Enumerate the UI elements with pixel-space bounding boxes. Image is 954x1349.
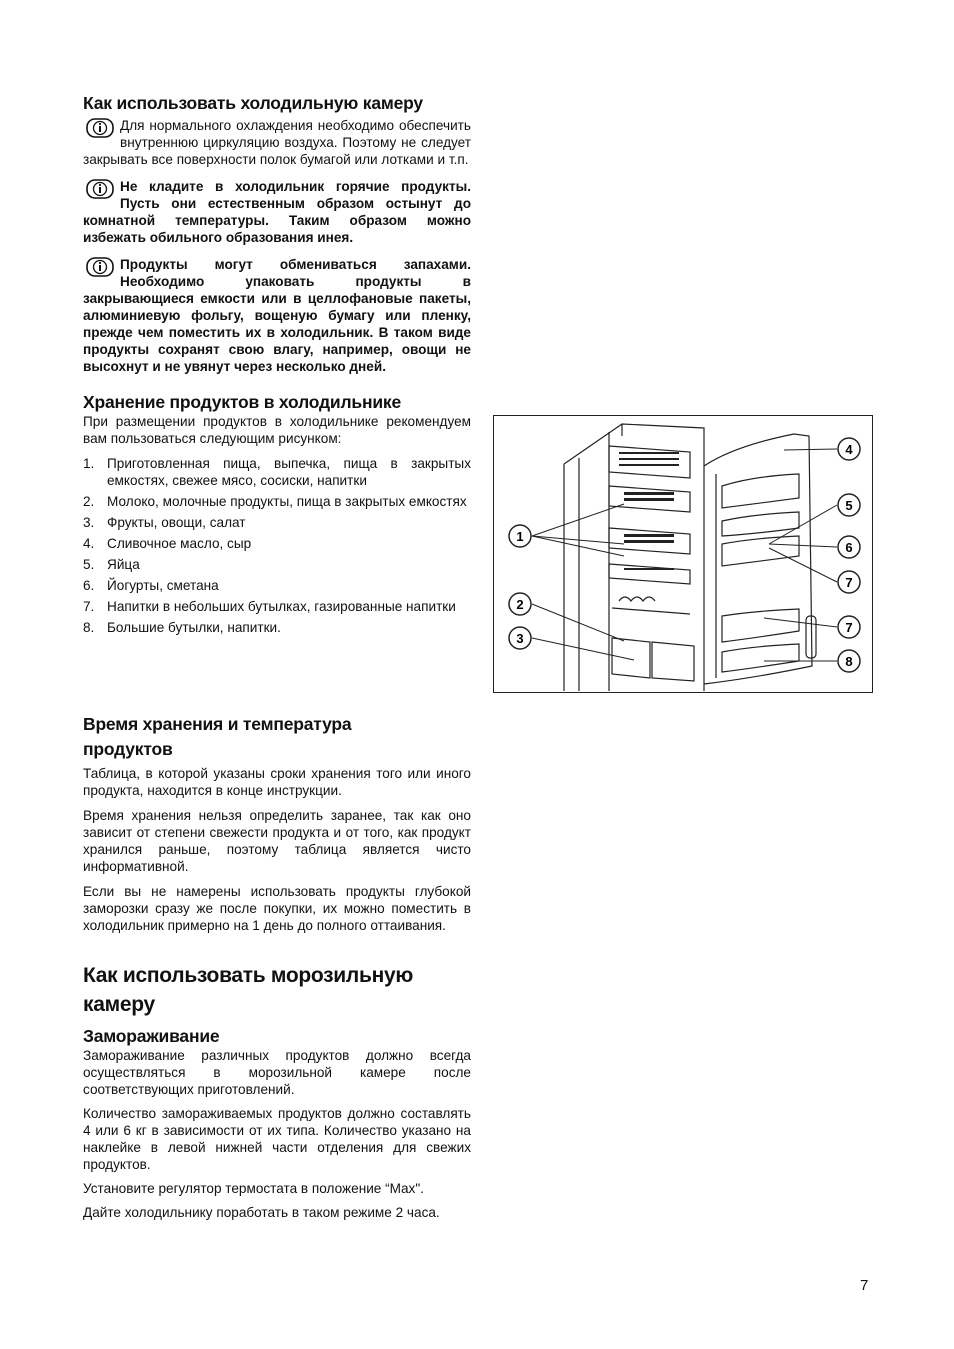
callout-1 xyxy=(509,525,531,547)
callout-3 xyxy=(509,627,531,649)
section-fridge-use xyxy=(83,92,471,375)
paragraph: Время хранения нельзя определить заранее, так как оно зависит от степени свежести продукта и от того, как продукт хранился раньше, поэтому таблица является чисто информативной. xyxy=(83,808,471,874)
section-title: Хранение продуктов в холодильнике xyxy=(83,392,401,412)
svg-text:5: 5 xyxy=(845,498,853,513)
callout-8 xyxy=(838,650,860,672)
info-note xyxy=(83,178,471,246)
storage-list xyxy=(83,455,471,636)
list-item: 5. Яйца xyxy=(83,557,140,572)
page-number: 7 xyxy=(860,1277,869,1294)
callout-7b xyxy=(838,616,860,638)
subsection-title: Замораживание xyxy=(83,1026,220,1046)
list-item: 4. Сливочное масло, сыр xyxy=(83,536,252,551)
info-icon xyxy=(86,179,114,199)
callout-6 xyxy=(838,536,860,558)
paragraph: Количество замораживаемых продуктов должно составлять 4 или 6 кг в зависимости от их типа. Количество указано на наклейке в левой нижней части отделения для свежих продуктов. xyxy=(83,1106,471,1172)
paragraph: Дайте холодильнику поработать в таком режиме 2 часа. xyxy=(83,1205,440,1220)
callout-7a xyxy=(838,571,860,593)
note-text: Для нормального охлаждения необходимо обеспечить внутреннюю циркуляцию воздуха. Поэтому не следует закрывать все поверхности полок бумагой или лотками и т.п. xyxy=(83,118,471,167)
section-title-line1: Время хранения и температура xyxy=(83,714,352,734)
list-item: 6. Йогурты, сметана xyxy=(83,578,219,593)
svg-text:4: 4 xyxy=(845,442,853,457)
section-title-line2: камеру xyxy=(83,993,155,1016)
svg-text:1: 1 xyxy=(516,529,524,544)
note-text: Продукты могут обмениваться запахами. Необходимо упаковать продукты в закрывающиеся емкости или в целлофановые пакеты, алюминиевую фольгу, вощеную бумагу или пленку, прежде чем поместить их в холодильник. В таком виде продукты сохранят свою влагу, например, овощи не высохнут и не увянут через несколько дней. xyxy=(83,257,471,374)
svg-text:6: 6 xyxy=(845,540,853,555)
section-freezer-use xyxy=(83,961,471,1221)
section-storage-time xyxy=(83,712,471,934)
callout-4 xyxy=(838,438,860,460)
section-title: Как использовать холодильную камеру xyxy=(83,93,423,113)
info-note xyxy=(83,117,471,168)
svg-text:7: 7 xyxy=(845,620,853,635)
fridge-illustration xyxy=(494,416,871,691)
svg-text:7: 7 xyxy=(845,575,853,590)
section-title-line1: Как использовать морозильную xyxy=(83,964,413,987)
section-title-line2: продуктов xyxy=(83,739,173,759)
info-icon xyxy=(86,118,114,138)
paragraph: Замораживание различных продуктов должно всегда осуществляться в морозильной камере после соответствующих приготовлений. xyxy=(83,1048,471,1097)
fridge-diagram xyxy=(493,415,873,693)
note-text: Не кладите в холодильник горячие продукты. Пусть они естественным образом остынут до комнатной температуры. Таким образом можно избежать обильного образования инея. xyxy=(83,179,471,245)
info-icon xyxy=(86,257,114,277)
intro-text: При размещении продуктов в холодильнике рекомендуем вам пользоваться следующим рисунком: xyxy=(83,414,471,446)
callout-2 xyxy=(509,593,531,615)
info-note xyxy=(83,256,471,375)
list-item: 8. Большие бутылки, напитки. xyxy=(83,620,281,635)
list-item: 7. Напитки в небольших бутылках, газированные напитки xyxy=(83,599,456,614)
svg-text:3: 3 xyxy=(516,631,524,646)
svg-text:2: 2 xyxy=(516,597,524,612)
paragraph: Если вы не намерены использовать продукты глубокой заморозки сразу же после покупки, их можно поместить в холодильник примерно на 1 день до полного оттаивания. xyxy=(83,884,471,933)
list-item: 3. Фрукты, овощи, салат xyxy=(83,515,246,530)
list-item: 2. Молоко, молочные продукты, пища в закрытых емкостях xyxy=(83,494,467,509)
list-item: 1. Приготовленная пища, выпечка, пища в закрытых емкостях, свежее мясо, сосиски, напитки xyxy=(83,456,471,488)
section-storage xyxy=(83,391,471,636)
callout-5 xyxy=(838,494,860,516)
svg-text:8: 8 xyxy=(845,654,853,669)
paragraph: Таблица, в которой указаны сроки хранения того или иного продукта, находится в конце инструкции. xyxy=(83,766,471,798)
paragraph: Установите регулятор термостата в положение “Max". xyxy=(83,1181,424,1196)
